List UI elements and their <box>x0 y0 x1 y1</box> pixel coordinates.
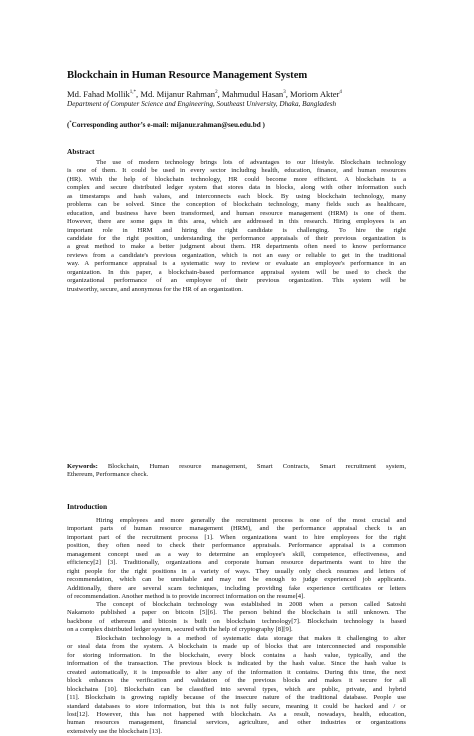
text-line: recommendation, which can be unreliable and may not be enough to judge experienced job applicants. <box>67 576 406 584</box>
intro-paragraph-3 <box>67 635 406 736</box>
abstract-heading: Abstract <box>67 147 95 156</box>
text-line: or steal data from the system. A blockchain is made up of blocks that are interconnected and responsible <box>67 643 406 651</box>
text-line: standard databases to store information, but this is not fully secure, meaning it could be hacked and / or <box>67 702 406 710</box>
corresponding-open-paren: ( <box>67 121 70 129</box>
text-line: way. A performance appraisal is a systematic way to review or evaluate an employee's performance in an <box>67 260 406 268</box>
paper-title: Blockchain in Human Resource Management System <box>67 70 308 81</box>
text-line: However, there are some gaps in this area, which are addressed in this research. Hiring employees is an <box>67 218 406 226</box>
text-line: backbone of ethereum and bitcoin is built on blockchain technology[7]. Blockchain technology is based <box>67 617 406 625</box>
text-line: reviews from a candidate's previous organization, which is not an easy or reliable to get in the traditional <box>67 251 406 259</box>
text-line: block enhances the verification and validation of the previous blocks and makes it secure for all <box>67 677 406 685</box>
text-line: important parts of human resource management (HRM), and the performance appraisal check is an <box>67 525 406 533</box>
corresponding-star: * <box>69 119 72 125</box>
corresponding-email-text: Corresponding author’s e-mail: mijanur.rahman@seu.edu.bd ) <box>71 121 265 129</box>
text-line: Blockchain technology is a method of systematic data storage that makes it challenging to alter <box>96 635 406 642</box>
keywords-line: Ethereum, Performance check. <box>67 471 149 479</box>
author-separator: , <box>136 89 141 99</box>
author-name: Moriom Akter <box>290 89 340 99</box>
author-name: Md. Fahad Mollik <box>67 89 130 99</box>
text-line: trustworthy, secure, and anonymous for the HR of an organization. <box>67 285 243 293</box>
text-line: a great method to make a better judgment about them. HR departments often need to know performance <box>67 243 406 251</box>
text-line: (HR). With the help of blockchain technology, HR could become more efficient. A blockchain is a <box>67 175 406 183</box>
text-line: The concept of blockchain technology was established in 2008 when a person called Satoshi <box>96 601 406 608</box>
text-line: efficiency[2] [3]. Traditionally, organizations and corporate human resource departments want to hire the <box>67 559 406 567</box>
author-name: Mahmudul Hasan <box>221 89 284 99</box>
text-line: Nakamoto published a paper on bitcoin [5][6]. The person behind the blockchain is still unknown. The <box>67 609 406 617</box>
text-line: complex and secure distributed ledger system that stores data in blocks, along with other information such <box>67 184 406 192</box>
text-line: human resources management, financial services, agriculture, and other industries or organizations <box>67 719 406 727</box>
keywords <box>67 463 406 480</box>
affiliation: Department of Computer Science and Engineering, Southeast University, Dhaka, Bangladesh <box>67 100 337 108</box>
author-separator: , <box>285 89 290 99</box>
author-superscript: 4 <box>339 90 342 96</box>
text-line: management concept used as a way to determine an employee's skill, competence, effectiveness, and <box>67 550 406 558</box>
author-name: Md. Mijanur Rahman <box>140 89 216 99</box>
text-line: candidate for the right position, understanding the performance appraisals of their previous organization is <box>67 234 406 242</box>
author-separator: , <box>217 89 222 99</box>
intro-paragraph-1 <box>67 517 406 601</box>
text-line: right people for the right positions in a variety of ways. They usually only check resumes and letters of <box>67 567 406 575</box>
text-line: organizational performance of an employee of their previous organization. This system will be <box>67 277 406 285</box>
text-line: blockchains [10]. Blockchain can be classified into several types, which are public, private, and hybrid <box>67 685 406 693</box>
intro-paragraph-2 <box>67 601 406 635</box>
keywords-label: Keywords: <box>67 463 98 470</box>
text-line: important role in HRM and hiring the right candidate is challenging. To hire the right <box>67 226 406 234</box>
text-line: position, they often need to check their performance appraisals. Performance appraisal is a common <box>67 542 406 550</box>
text-line: [11]. Blockchain is growing rapidly because of the insecure nature of the traditional database. People use <box>67 694 406 702</box>
text-line: information of the transaction. The previous block is indicated by the hash value. Since the hash value is <box>67 660 406 668</box>
text-line: as timestamps and hash values, and interconnects each block. By using blockchain technology, many <box>67 192 406 200</box>
text-line: Hiring employees and more generally the recruitment process is one of the most crucial and <box>96 517 406 524</box>
text-line: problems can be solved. Since the conception of blockchain technology, many fields such as healthcare, <box>67 201 406 209</box>
keywords-text: Blockchain, Human resource management, Smart Contracts, Smart recruitment system, <box>97 463 406 470</box>
text-line: organization. In this paper, a blockchain-based performance appraisal system will be used to check the <box>67 268 406 276</box>
introduction-heading: Introduction <box>67 502 108 511</box>
corresponding-author <box>67 121 265 129</box>
text-line: education, and business have been transformed, and human resource management (HRM) is one of them. <box>67 209 406 217</box>
text-line: The use of modern technology brings lots of advantages to our lifestyle. Blockchain technology <box>96 159 406 166</box>
author-superscript: 3 <box>283 90 286 96</box>
text-line: created automatically, it is impossible to alter any of the information it contains. During this time, the next <box>67 668 406 676</box>
text-line: for storing information. In the blockchain, every block contains a hash value, typically, and the <box>67 651 406 659</box>
author-superscript: 2 <box>215 90 218 96</box>
abstract-body <box>67 159 406 294</box>
text-line: is one of them. It could be used in every sector including health, education, finance, and human resources <box>67 167 406 175</box>
keywords-line <box>67 463 406 471</box>
text-line: Additionally, there are several scam techniques, including providing fake experience certificates or letters <box>67 584 406 592</box>
text-line: extensively use the blockchain [13]. <box>67 727 163 735</box>
author-list <box>67 89 342 99</box>
author-superscript: 1,* <box>129 90 137 96</box>
text-line: lost[12]. However, this has not happened with blockchain. As a result, nowadays, health, education, <box>67 710 406 718</box>
text-line: on a complex distributed ledger system, secured with the help of cryptography [8][9]. <box>67 626 293 634</box>
text-line: important part of the recruitment process [1]. When organizations want to hire employees for the right <box>67 533 406 541</box>
text-line: of recommendation. Another method is to provide incorrect information on the resume[4]. <box>67 592 305 600</box>
